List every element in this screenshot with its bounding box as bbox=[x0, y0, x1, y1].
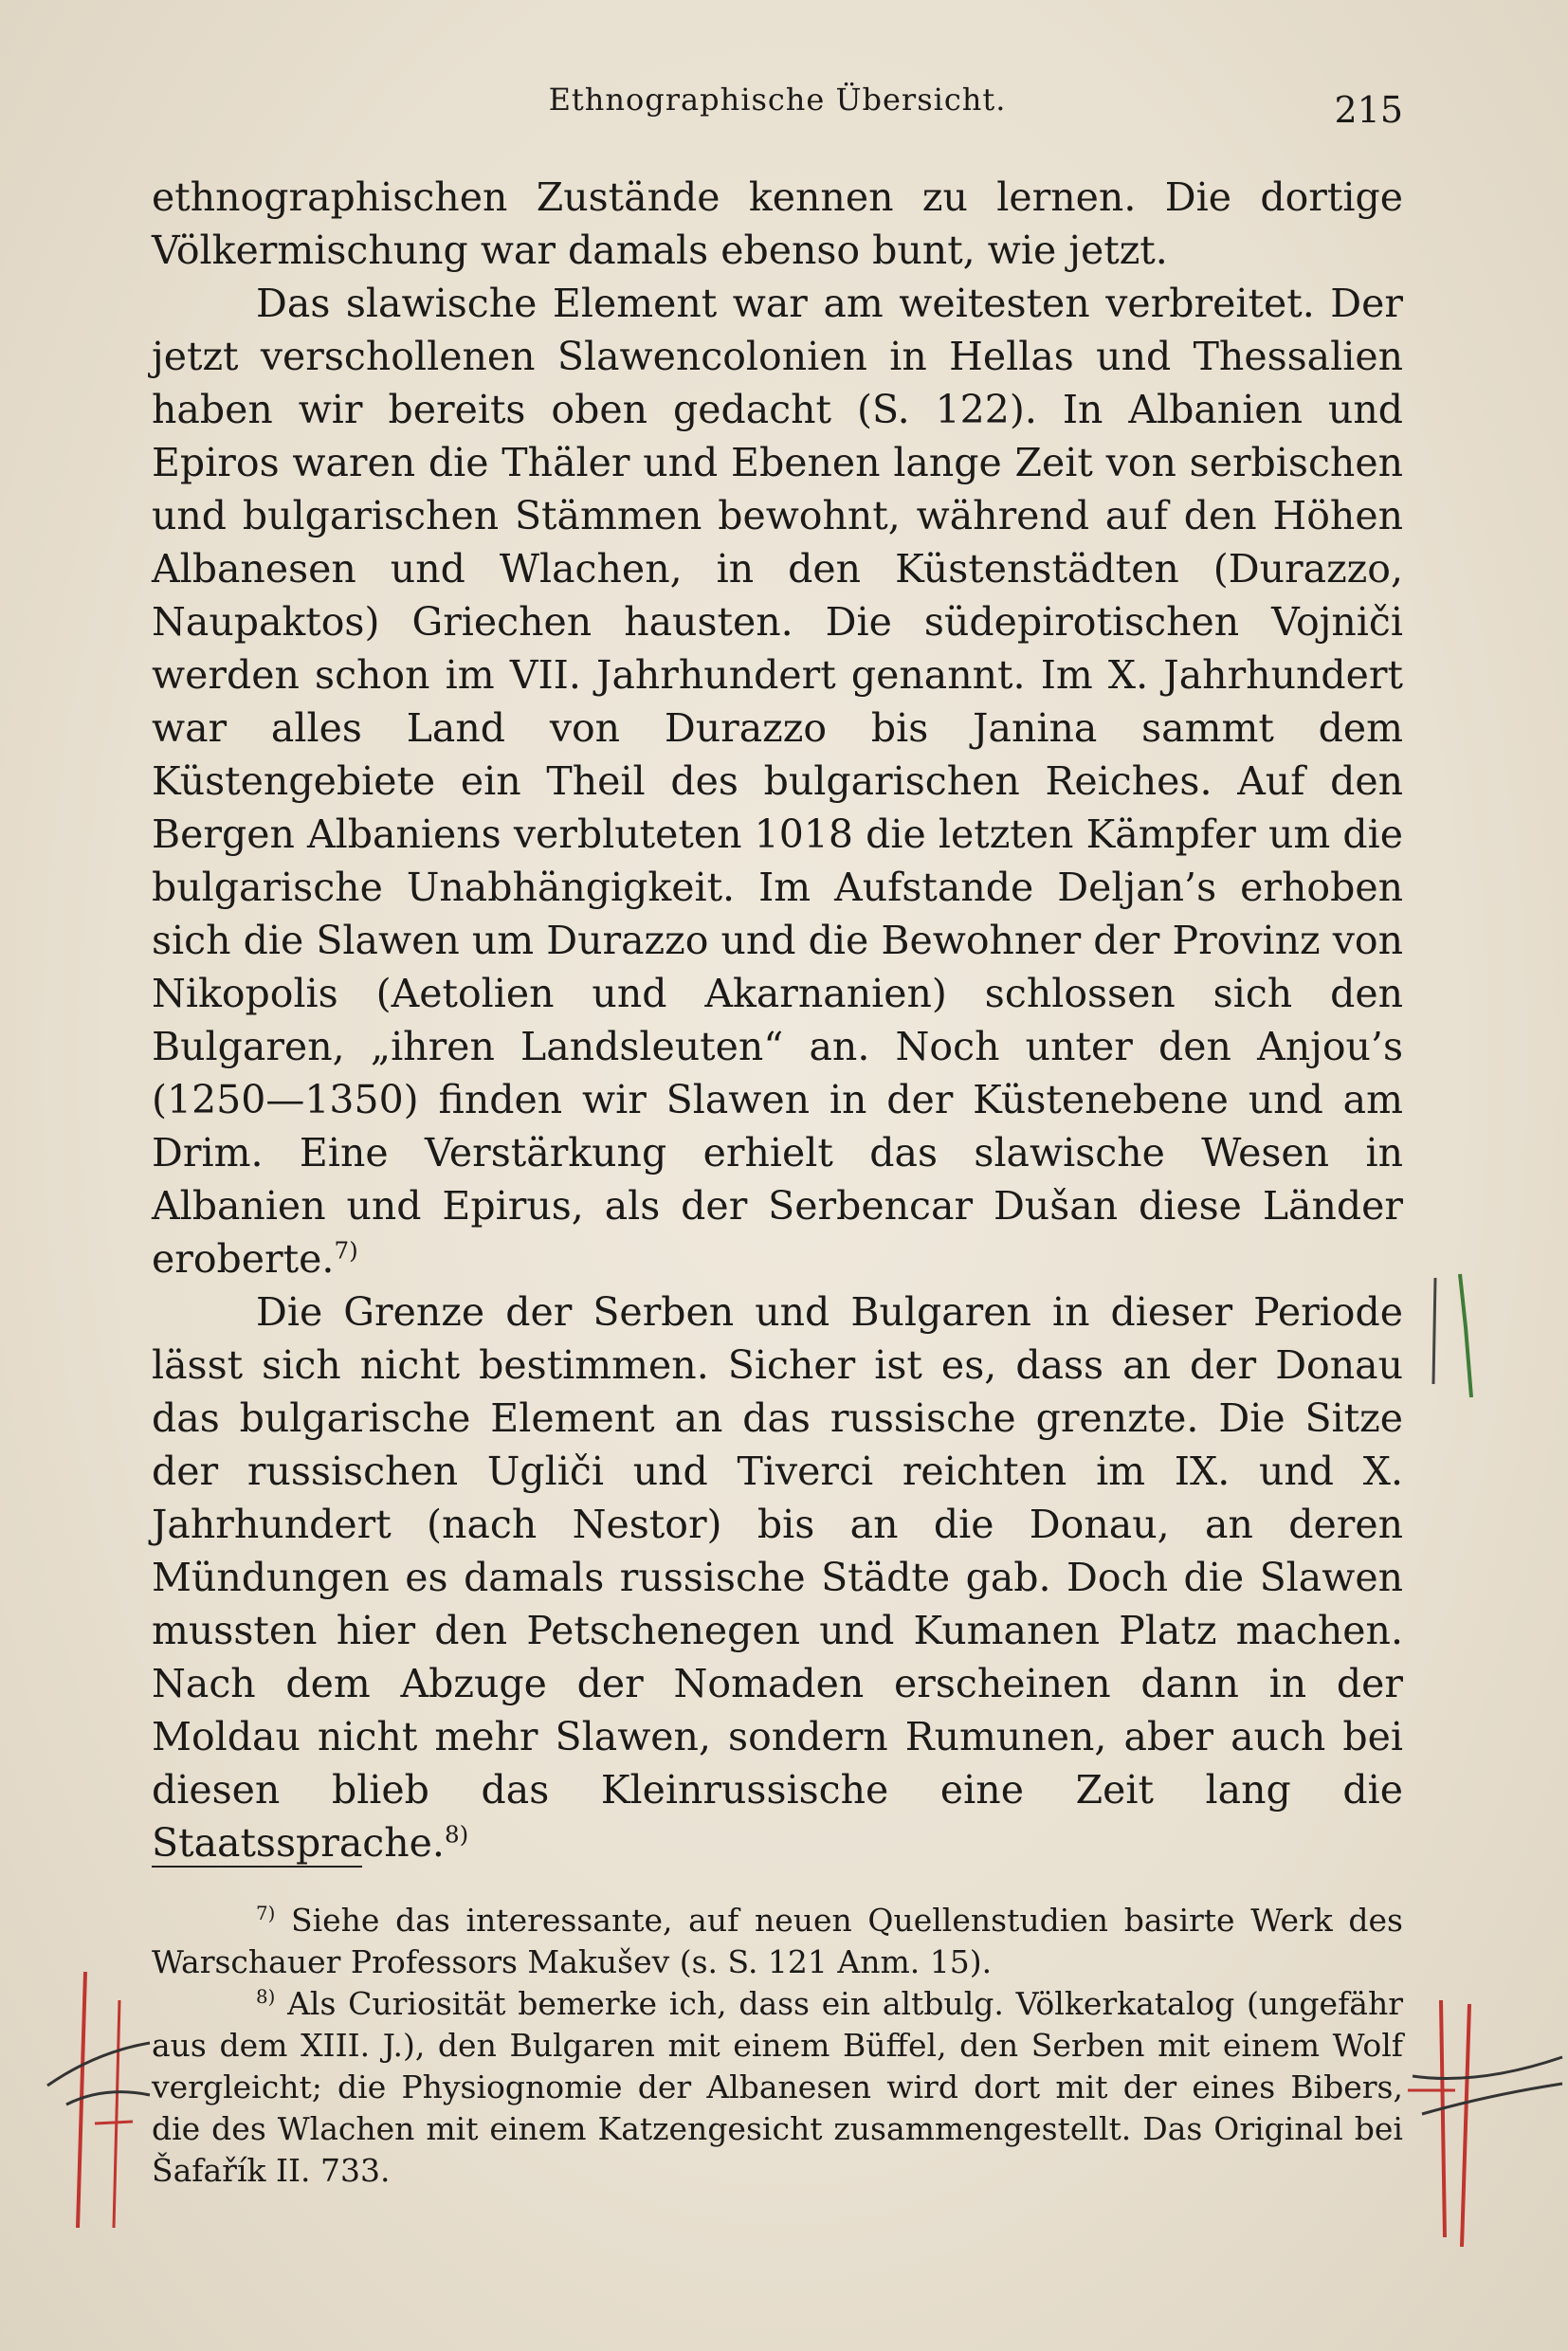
footnote-separator bbox=[152, 1866, 362, 1868]
paragraph bbox=[152, 1285, 1403, 1869]
footnotes bbox=[152, 1900, 1403, 2192]
page-number: 215 bbox=[1334, 89, 1403, 131]
footnote-reference[interactable]: 7) bbox=[334, 1236, 358, 1265]
page-header bbox=[152, 76, 1403, 133]
paragraph bbox=[152, 171, 1403, 277]
paragraph-text: ethnographischen Zustände kennen zu lernen. Die dortige Völkermischung war damals ebenso bunt, wie jetzt. bbox=[152, 174, 1403, 273]
footnote-text: Siehe das interessante, auf neuen Quellenstudien basirte Werk des Warschauer Professors Makušev (s. S. 121 Anm. 15). bbox=[152, 1902, 1403, 1980]
footnote-text: Als Curiosität bemerke ich, dass ein altbulg. Völkerkatalog (ungefähr aus dem XIII. J.), den Bulgaren mit einem Büffel, den Serben mit einem Wolf vergleicht; die Physiognomie der Albanesen wird dort mit der eines Bibers, die des Wlachen mit einem Katzengesicht zusammengestellt. Das Original bei Šafařík II. 733. bbox=[152, 1985, 1403, 2189]
footnote bbox=[152, 1900, 1403, 1983]
running-head: Ethnographische Übersicht. bbox=[548, 82, 1007, 118]
paragraph-text: Das slawische Element war am weitesten verbreitet. Der jetzt verschollenen Slawencolonien in Hellas und Thessalien haben wir bereits oben gedacht (S. 122). In Albanien und Epiros waren die Thäler und Ebenen lange Zeit von serbischen und bulgarischen Stämmen bewohnt, während auf den Höhen Albanesen und Wlachen, in den Küstenstädten (Durazzo, Naupaktos) Griechen hausten. Die südepirotischen Vojniči werden schon im VII. Jahrhundert genannt. Im X. Jahrhundert war alles Land von Durazzo bis Janina sammt dem Küstengebiete ein Theil des bulgarischen Reiches. Auf den Bergen Albaniens verbluteten 1018 die letzten Kämpfer um die bulgarische Unabhängigkeit. Im Aufstande Deljan’s erhoben sich die Slawen um Durazzo und die Bewohner der Provinz von Nikopolis (Aetolien und Akarnanien) schlossen sich den Bulgaren, „ihren Landsleuten“ an. Noch unter den Anjou’s (1250—1350) finden wir Slawen in der Küstenebene und am Drim. Eine Verstärkung erhielt das slawische Wesen in Albanien und Epirus, als der Serbencar Dušan diese Länder eroberte. bbox=[152, 281, 1403, 1282]
paragraph-text: Die Grenze der Serben und Bulgaren in dieser Periode lässt sich nicht bestimmen. Sicher ist es, dass an der Donau das bulgarische Element an das russische grenzte. Die Sitze der russischen Ugliči und Tiverci reichten im IX. und X. Jahrhundert (nach Nestor) bis an die Donau, an deren Mündungen es damals russische Städte gab. Doch die Slawen mussten hier den Petschenegen und Kumanen Platz machen. Nach dem Abzuge der Nomaden erscheinen dann in der Moldau nicht mehr Slawen, sondern Rumunen, aber auch bei diesen blieb das Kleinrussische eine Zeit lang die Staatssprache. bbox=[152, 1289, 1403, 1866]
paragraph bbox=[152, 277, 1403, 1285]
main-text bbox=[152, 171, 1403, 1869]
footnote-marker: 7) bbox=[256, 1903, 276, 1924]
margin-bracket-mark bbox=[1422, 1270, 1488, 1403]
left-margin-annotation bbox=[38, 1953, 152, 2237]
footnote bbox=[152, 1983, 1403, 2192]
footnote-marker: 8) bbox=[256, 1986, 276, 2008]
right-margin-annotation bbox=[1403, 1991, 1564, 2256]
footnote-reference[interactable]: 8) bbox=[444, 1820, 469, 1849]
